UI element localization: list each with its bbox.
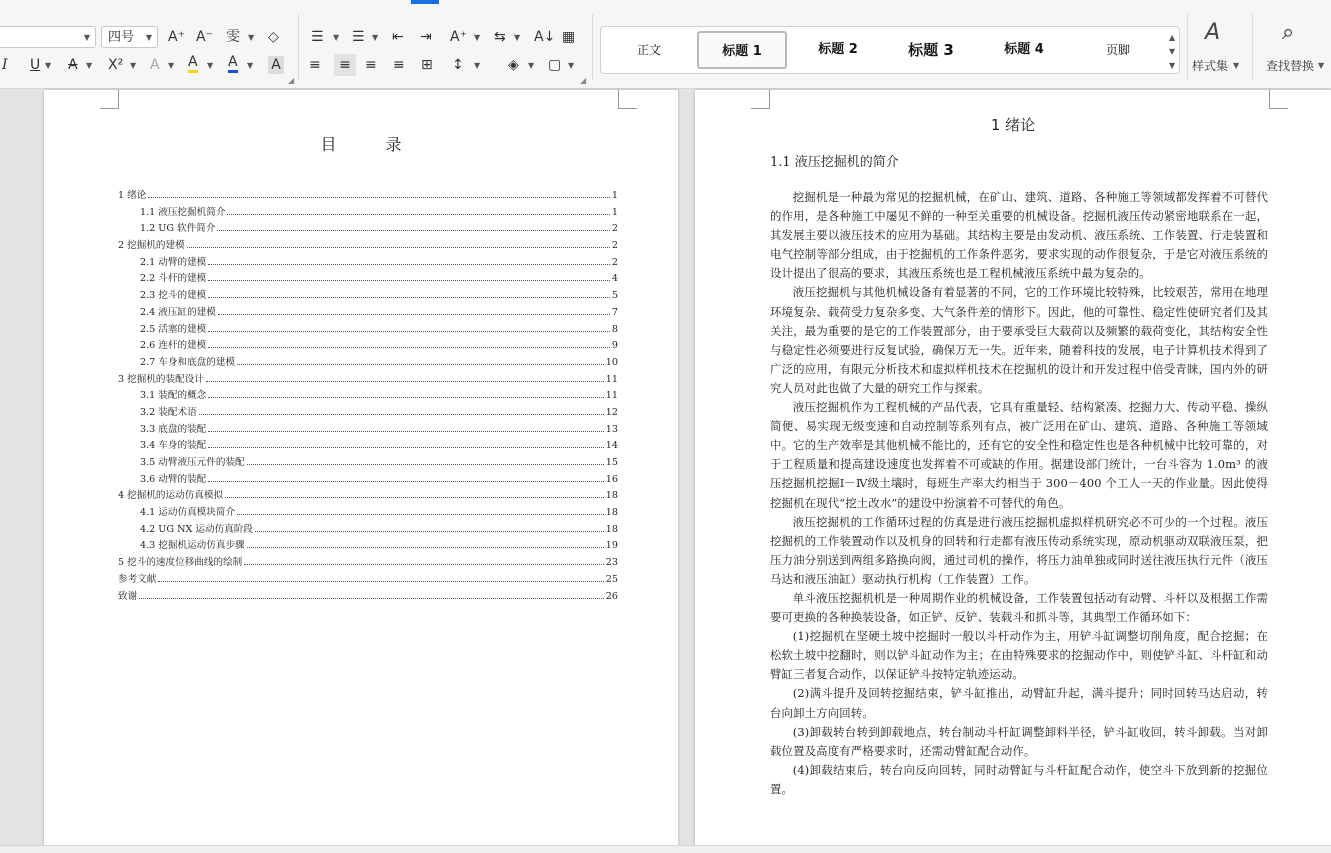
chevron-down-icon: ▼ <box>83 33 90 42</box>
style-footer[interactable]: 页脚 <box>1105 43 1130 57</box>
toc-entry[interactable] <box>118 187 618 204</box>
toc-entry-label: 3 挖掘机的装配设计 <box>118 373 204 385</box>
scroll-down-icon[interactable]: ▼ <box>1169 47 1176 56</box>
strikethrough-icon[interactable]: A <box>68 57 78 73</box>
search-icon[interactable]: ⌕ <box>1282 20 1295 45</box>
toc-dot-leader <box>247 464 604 465</box>
table-lines-icon[interactable]: ▦ <box>562 29 576 45</box>
bullets-icon[interactable]: ☰ <box>311 29 324 45</box>
section-title: 1.1 液压挖掘机的简介 <box>770 155 899 170</box>
table-of-contents <box>118 187 618 604</box>
toc-dot-leader <box>208 431 604 432</box>
font-color-icon[interactable]: A <box>228 55 238 73</box>
toc-dot-leader <box>139 598 604 599</box>
toc-entry[interactable] <box>118 237 618 254</box>
toc-entry-label: 3.6 动臂的装配 <box>140 473 207 485</box>
toc-dot-leader <box>244 564 604 565</box>
toc-entry-label: 2.1 动臂的建模 <box>140 256 207 268</box>
toc-entry[interactable] <box>118 504 618 521</box>
toc-dot-leader <box>237 514 604 515</box>
align-center-icon[interactable]: ≡ <box>334 54 356 76</box>
toc-entry-label: 4.2 UG NX 运动仿真阶段 <box>140 523 253 535</box>
toc-title: 目 录 <box>320 135 424 154</box>
char-shading-icon[interactable]: A <box>268 56 284 74</box>
toc-entry-label: 2.5 活塞的建模 <box>140 323 207 335</box>
toc-entry[interactable] <box>118 588 618 605</box>
borders-icon[interactable]: ▢ <box>548 57 562 73</box>
divider <box>298 14 299 80</box>
toc-entry-label: 1.2 UG 软件简介 <box>140 223 216 235</box>
swap-direction-icon[interactable]: ⇆ <box>494 29 506 45</box>
chevron-down-icon[interactable]: ▼ <box>1233 61 1240 70</box>
crop-mark <box>1269 90 1288 109</box>
toc-entry-label: 3.2 装配术语 <box>140 406 197 418</box>
ribbon-toolbar <box>0 0 1331 89</box>
toc-entry[interactable] <box>118 454 618 471</box>
toc-entry[interactable] <box>118 321 618 338</box>
toc-entry-page: 9 <box>611 340 618 352</box>
toc-dot-leader <box>187 247 610 248</box>
body-paragraph: 液压挖掘机作为工程机械的产品代表，它具有重量轻、结构紧凑、挖掘力大、传动平稳、操纵简便、易实现无级变速和自动控制等系列有点，被广泛用在矿山、建筑、道路、各种施工等领域中。它的生产效率是其他机械不能比的，还有它的安全性和稳定性也是各种机械中比较可靠的，对于工程质量和提高建设速度也发挥着不可或缺的作用。据建设部门统计，一台斗容为 1.0m³ 的液压挖掘机挖掘Ⅰ－Ⅳ级土壤时，每班生产率大约相当于 300－400 个工人一天的作业量。因此使得挖掘机在现代“挖土改水”的建设中扮演着不可替代的角色。 <box>770 400 1268 510</box>
superscript-icon[interactable]: X² <box>108 57 124 73</box>
toc-entry-page: 7 <box>611 306 618 318</box>
chevron-down-icon[interactable]: ▼ <box>514 33 521 42</box>
toc-entry[interactable] <box>118 304 618 321</box>
distributed-align-icon[interactable]: ⊞ <box>421 57 433 73</box>
chevron-down-icon[interactable]: ▼ <box>130 61 137 70</box>
toc-dot-leader <box>208 397 604 398</box>
toc-entry-page: 1 <box>611 190 618 201</box>
toc-entry-page: 26 <box>605 590 618 602</box>
style-heading-1[interactable]: 标题 1 <box>697 31 787 69</box>
chevron-down-icon[interactable]: ▼ <box>474 33 481 42</box>
toc-entry-page: 18 <box>605 490 618 502</box>
increase-indent-icon[interactable]: ⇥ <box>420 29 432 45</box>
chevron-down-icon[interactable]: ▼ <box>333 33 340 42</box>
scroll-up-icon[interactable]: ▲ <box>1169 33 1176 42</box>
toc-entry-label: 2 挖掘机的建模 <box>118 240 185 252</box>
toc-dot-leader <box>237 364 604 365</box>
toc-entry[interactable] <box>118 437 618 454</box>
font-size-value: 四号 <box>108 30 135 45</box>
toc-dot-leader <box>208 280 610 281</box>
toc-dot-leader <box>206 381 604 382</box>
toc-dot-leader <box>148 197 610 198</box>
toc-entry-label: 致谢 <box>118 590 138 602</box>
toc-entry[interactable] <box>118 354 618 371</box>
crop-mark <box>751 90 770 109</box>
toc-entry-page: 25 <box>605 573 618 585</box>
chevron-down-icon: ▼ <box>145 33 152 42</box>
toc-dot-leader <box>208 447 604 448</box>
toc-entry-label: 2.2 斗杆的建模 <box>140 273 207 285</box>
body-paragraph: (4)卸载结束后，转台向反向回转，同时动臂缸与斗杆缸配合动作，使空斗下放到新的挖掘位置。 <box>770 762 1268 796</box>
gallery-expand-icon[interactable]: ▼ <box>1169 61 1176 70</box>
sort-icon[interactable]: A↓ <box>534 29 556 45</box>
chevron-down-icon[interactable]: ▼ <box>45 61 52 70</box>
decrease-indent-icon[interactable]: ⇤ <box>392 29 404 45</box>
toc-dot-leader <box>199 414 604 415</box>
toc-entry-page: 2 <box>611 240 618 252</box>
chevron-down-icon[interactable]: ▼ <box>86 61 93 70</box>
style-set-button[interactable]: 样式集 <box>1192 59 1229 73</box>
toc-entry-page: 8 <box>611 323 618 335</box>
toc-entry-page: 16 <box>605 473 618 485</box>
page-chapter-1[interactable] <box>695 90 1331 850</box>
toc-entry-page: 12 <box>605 406 618 418</box>
numbering-icon[interactable]: ☰ <box>352 29 365 45</box>
toc-entry[interactable] <box>118 337 618 354</box>
toc-entry-page: 4 <box>611 273 618 285</box>
toc-dot-leader <box>158 581 603 582</box>
toc-dot-leader <box>227 214 609 215</box>
toc-entry-label: 参考文献 <box>118 573 157 585</box>
align-left-icon[interactable]: ≡ <box>309 57 321 73</box>
chevron-down-icon[interactable]: ▼ <box>247 61 254 70</box>
toc-dot-leader <box>247 547 604 548</box>
chevron-down-icon[interactable]: ▼ <box>248 33 255 42</box>
shrink-font-icon[interactable]: A⁻ <box>196 29 213 45</box>
toc-entry-label: 4.3 挖掘机运动仿真步骤 <box>140 540 245 552</box>
toc-dot-leader <box>217 230 609 231</box>
toc-dot-leader <box>255 531 604 532</box>
tab-start-active-indicator[interactable] <box>411 0 439 4</box>
style-heading-3[interactable]: 标题 3 <box>908 41 954 59</box>
toc-entry-label: 1 绪论 <box>118 190 147 201</box>
toc-dot-leader <box>225 497 604 498</box>
chevron-down-icon[interactable]: ▼ <box>1318 61 1325 70</box>
chevron-down-icon[interactable]: ▼ <box>474 61 481 70</box>
chevron-down-icon[interactable]: ▼ <box>207 61 214 70</box>
toc-entry-label: 4 挖掘机的运动仿真模拟 <box>118 490 224 502</box>
toc-entry-label: 2.4 液压缸的建模 <box>140 306 216 318</box>
font-size-select[interactable] <box>101 26 158 48</box>
toc-entry-page: 13 <box>605 423 618 435</box>
toc-entry-label: 3.3 底盘的装配 <box>140 423 207 435</box>
document-body[interactable] <box>770 188 1268 799</box>
toc-entry[interactable] <box>118 404 618 421</box>
toc-entry[interactable] <box>118 537 618 554</box>
font-name-select[interactable] <box>0 26 96 48</box>
toc-dot-leader <box>208 347 610 348</box>
align-right-icon[interactable]: ≡ <box>365 57 377 73</box>
text-effect-icon[interactable]: A <box>150 57 160 73</box>
line-spacing-icon[interactable]: ↕ <box>452 57 464 73</box>
toc-entry-label: 1.1 液压挖掘机简介 <box>140 206 226 218</box>
page-toc[interactable] <box>44 90 678 850</box>
clear-format-icon[interactable]: ◇ <box>268 29 279 45</box>
style-set-icon[interactable]: A <box>1205 20 1221 45</box>
ribbon-tabs-strip <box>0 0 1331 6</box>
toc-entry-page: 2 <box>611 256 618 268</box>
toc-dot-leader <box>208 331 610 332</box>
paragraph-shading-icon[interactable]: ◈ <box>508 57 519 73</box>
body-paragraph: (1)挖掘机在坚硬土坡中挖掘时一般以斗杆动作为主，用铲斗缸调整切削角度，配合挖掘；在松软土坡中挖翻时，则以铲斗缸动作为主；在由特殊要求的挖掘动作中，则使铲斗缸、斗杆缸和动臂缸三者复合动作，以保证铲斗按特定轨迹运动。 <box>770 629 1268 682</box>
font-dialog-launcher-icon[interactable]: ◢ <box>288 76 295 85</box>
chevron-down-icon[interactable]: ▼ <box>528 61 535 70</box>
crop-mark <box>100 90 119 109</box>
toc-entry[interactable] <box>118 554 618 571</box>
toc-entry-label: 2.7 车身和底盘的建模 <box>140 356 236 368</box>
crop-mark <box>618 90 637 109</box>
toc-dot-leader <box>208 297 610 298</box>
toc-entry-page: 18 <box>605 523 618 535</box>
toc-entry[interactable] <box>118 571 618 588</box>
toc-entry[interactable] <box>118 220 618 237</box>
body-paragraph: 单斗液压挖掘机机是一种周期作业的机械设备，工作装置包括动有动臂、斗杆以及根据工作需要可更换的各种换装设备，如正铲、反铲、装载斗和抓斗等，其典型工作循环如下： <box>770 590 1268 625</box>
divider <box>1252 14 1253 80</box>
style-heading-2[interactable]: 标题 2 <box>818 42 858 57</box>
toc-entry-page: 23 <box>605 557 618 569</box>
chevron-down-icon[interactable]: ▼ <box>568 61 575 70</box>
toc-entry-page: 15 <box>605 457 618 468</box>
toc-entry[interactable] <box>118 421 618 438</box>
toc-entry[interactable] <box>118 254 618 271</box>
body-paragraph: 液压挖掘机的工作循环过程的仿真是进行液压挖掘机虚拟样机研究必不可少的一个过程。液压挖掘机的工作装置动作以及机身的回转和行走都有液压传动系统实现，原动机驱动双联液压泵，把压力油分别送到两组多路换向阀，通过司机的操作，将压力油单独或同时送往液压执行元件（液压马达和液压油缸）驱动执行机构（工作装置）工作。 <box>770 514 1268 586</box>
style-normal[interactable]: 正文 <box>636 43 661 57</box>
toc-entry[interactable] <box>118 204 618 221</box>
toc-entry-page: 11 <box>605 390 618 402</box>
grow-font-icon[interactable]: A⁺ <box>168 29 185 45</box>
toc-entry-label: 2.6 连杆的建模 <box>140 340 207 352</box>
toc-entry-label: 2.3 挖斗的建模 <box>140 290 207 302</box>
text-direction-icon[interactable]: A⁺ <box>450 29 467 45</box>
toc-entry-page: 1 <box>611 206 618 218</box>
toc-dot-leader <box>208 264 610 265</box>
divider <box>1187 14 1188 80</box>
toc-entry-page: 2 <box>611 223 618 235</box>
toc-entry[interactable] <box>118 521 618 538</box>
italic-icon[interactable]: I <box>2 57 8 73</box>
body-paragraph: 挖掘机是一种最为常见的挖掘机械，在矿山、建筑、道路、各种施工等领域都发挥着不可替代的作用，是各种施工中屡见不鲜的一种至关重要的机械设备。挖掘机液压传动紧密地联系在一起，其发展主要以液压技术的应用为基础。其结构主要是由发动机、液压系统、工作装置、行走装置和电气控制等部分组成，由于挖掘机的工作条件恶劣，要求实现的动作很复杂，于是它对液压系统的设计提出了很高的要求，其液压系统也是工程机械液压系统中最为复杂的。 <box>770 190 1268 281</box>
underline-icon[interactable]: U <box>30 57 41 73</box>
highlight-icon[interactable]: A <box>188 55 198 73</box>
toc-entry-page: 18 <box>605 507 618 519</box>
find-replace-button[interactable]: 查找替换 <box>1266 59 1315 73</box>
body-paragraph: (3)卸载转台转到卸载地点，转台制动斗杆缸调整卸料半径，铲斗缸收回，转斗卸载。当对卸载位置及高度有严格要求时，还需动臂缸配合动作。 <box>770 724 1268 758</box>
toc-entry-label: 4.1 运动仿真模块简介 <box>140 507 236 519</box>
divider <box>592 14 593 80</box>
toc-entry[interactable] <box>118 371 618 388</box>
toc-entry-label: 3.1 装配的概念 <box>140 390 207 402</box>
toc-dot-leader <box>208 481 604 482</box>
toc-entry[interactable] <box>118 270 618 287</box>
body-paragraph: 液压挖掘机与其他机械设备有着显著的不同，它的工作环境比较特殊，比较艰苦，常用在地理环境复杂、载荷受力复杂多变、大气条件差的情形下。因此，他的可靠性、稳定性使研究者们及其关注，最为重要的是它的工作装置部分，由于要承受巨大载荷以及频繁的载荷变化，其结构安全性与稳定性必须要进行反复试验，确保万无一失。近年来，随着科技的发展，电子计算机技术得到了广泛的应用，有限元分析技术和虚拟样机技术在挖掘机的设计和开发过程中倍受青睐，国内外的研究人员对此也做了大量的研究工作与探索。 <box>770 285 1268 395</box>
pinyin-guide-icon[interactable]: 雯 <box>226 29 240 45</box>
paragraph-dialog-launcher-icon[interactable]: ◢ <box>580 76 587 85</box>
toc-entry[interactable] <box>118 387 618 404</box>
chapter-title: 1 绪论 <box>990 116 1036 134</box>
body-paragraph: (2)满斗提升及回转挖掘结束，铲斗缸推出，动臂缸升起，满斗提升；同时回转马达启动，转台向卸土方向回转。 <box>770 686 1268 720</box>
toc-entry[interactable] <box>118 471 618 488</box>
toc-entry-page: 19 <box>605 540 618 552</box>
chevron-down-icon[interactable]: ▼ <box>168 61 175 70</box>
toc-entry-label: 3.5 动臂液压元件的装配 <box>140 457 245 468</box>
toc-entry-page: 5 <box>611 290 618 302</box>
toc-entry[interactable] <box>118 287 618 304</box>
toc-entry-label: 5 挖斗的速度位移曲线的绘制 <box>118 557 243 569</box>
toc-entry-page: 14 <box>605 440 618 452</box>
chevron-down-icon[interactable]: ▼ <box>372 33 379 42</box>
toc-entry-label: 3.4 车身的装配 <box>140 440 207 452</box>
toc-dot-leader <box>218 314 610 315</box>
styles-gallery <box>600 26 1180 74</box>
justify-icon[interactable]: ≡ <box>393 57 405 73</box>
toc-entry[interactable] <box>118 487 618 504</box>
toc-entry-page: 10 <box>605 356 618 368</box>
toc-entry-page: 11 <box>605 373 618 385</box>
style-heading-4[interactable]: 标题 4 <box>1004 42 1044 57</box>
